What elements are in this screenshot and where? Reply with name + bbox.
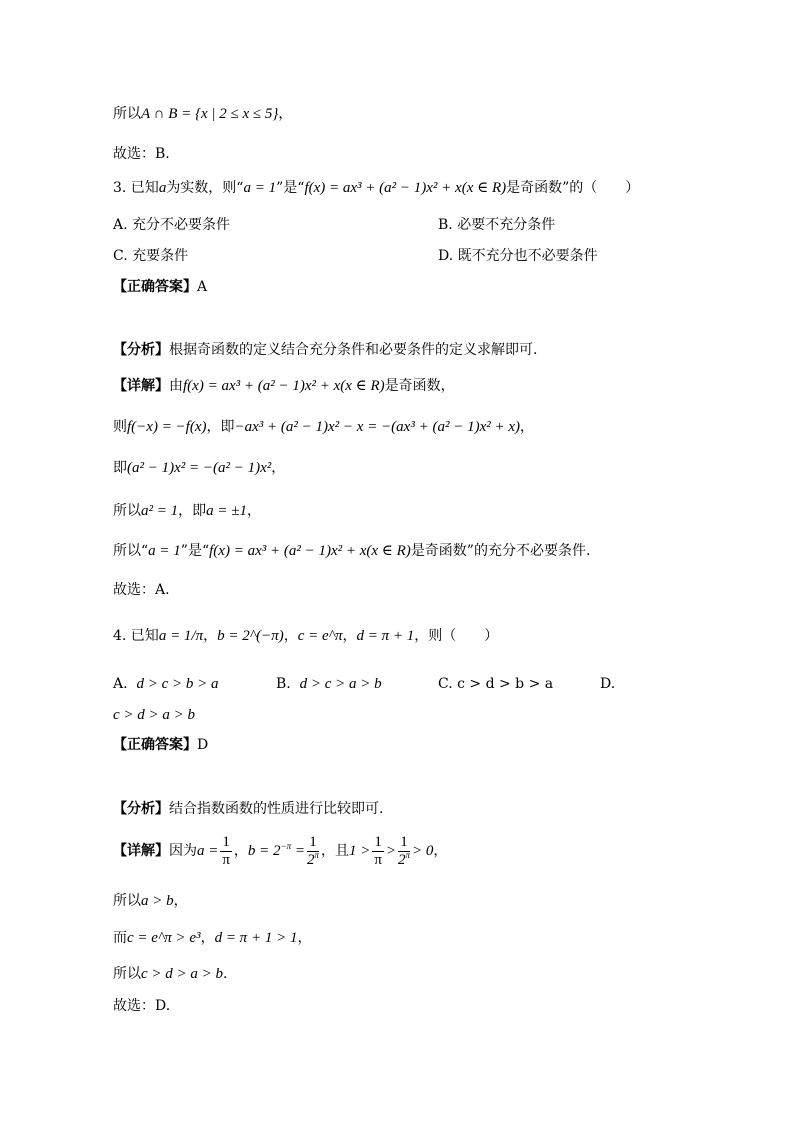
answer-value: A — [197, 279, 208, 295]
q3-stem — [113, 178, 639, 198]
math-c: c = e^π — [297, 628, 343, 644]
text: 为实数，则“ — [166, 180, 244, 196]
math: f(x) = ax³ + (a² − 1)x² + x(x ∈ R) — [183, 378, 385, 394]
math: c > d > a > b — [141, 966, 224, 982]
fraction-1-over-pi: $\frac{1}{\pi}$ — [222, 833, 230, 868]
q3-detail-4 — [113, 501, 261, 521]
math: a = 1 — [148, 543, 181, 559]
text: ， — [297, 930, 312, 946]
text: > — [385, 843, 396, 859]
q4-detail-1 — [113, 832, 447, 870]
text: 所以 — [113, 106, 141, 122]
text: 是奇函数”的（ ） — [506, 180, 640, 196]
math: d > c > a > b — [299, 676, 382, 692]
text: 而 — [113, 930, 127, 946]
math: a² = 1 — [141, 503, 179, 519]
q3-option-a: A. 充分不必要条件 — [113, 217, 231, 233]
fraction-1-over-2pi-2: $\frac{1}{2^\pi}$ — [397, 833, 410, 868]
text: ，则（ ） — [414, 628, 499, 644]
q4-option-b — [276, 674, 382, 694]
text: 所以 — [113, 503, 141, 519]
analysis-tag: 【分析】 — [113, 801, 169, 817]
text: ， — [433, 843, 448, 859]
q4-option-c: C. c > d > b > a — [438, 676, 554, 692]
math-function: f(x) = ax³ + (a² − 1)x² + x(x ∈ R) — [304, 180, 507, 196]
text: 由 — [169, 378, 183, 394]
math: −ax³ + (a² − 1)x² − x = −(ax³ + (a² − 1)x² + x) — [234, 419, 520, 435]
text: 4. 已知 — [113, 628, 159, 644]
text: 3. 已知 — [113, 180, 159, 196]
math-b: b = 2^(−π) — [217, 628, 284, 644]
q3-detail-2 — [113, 417, 534, 437]
math: a = 1 — [243, 180, 277, 196]
q3-detail-3 — [113, 458, 285, 478]
text: . — [223, 966, 228, 982]
math: d = π + 1 > 1 — [214, 930, 298, 946]
option-label: A. — [113, 676, 128, 692]
q4-stem — [113, 626, 498, 646]
text: ， — [278, 106, 293, 122]
q3-choose: 故选：A. — [113, 582, 170, 598]
q3-option-d: D. 既不充分也不必要条件 — [438, 248, 598, 264]
math: a = ±1 — [206, 503, 247, 519]
text: ”是“ — [276, 180, 305, 196]
fraction-1-over-pi-2: $\frac{1}{\pi}$ — [374, 833, 382, 868]
q4-detail-2 — [113, 891, 188, 911]
text: ， — [271, 460, 286, 476]
text: > 0 — [412, 843, 434, 859]
text: ， — [203, 628, 218, 644]
q3-detail-1 — [113, 376, 455, 396]
text: 根据奇函数的定义结合充分条件和必要条件的定义求解即可. — [169, 342, 538, 358]
text: 所以 — [113, 966, 141, 982]
text: 因为 — [169, 843, 197, 859]
answer-value: D — [197, 737, 209, 753]
text: ， — [520, 419, 534, 435]
text: ， — [246, 503, 261, 519]
math-a-eq: a = — [197, 843, 219, 859]
text: 所以“ — [113, 543, 149, 559]
q4-choose: 故选：D. — [113, 998, 171, 1014]
text: ，且 — [320, 843, 349, 859]
math-intersection: A ∩ B = {x | 2 ≤ x ≤ 5} — [141, 106, 279, 122]
math: (a² − 1)x² = −(a² − 1)x² — [127, 460, 272, 476]
math: d > c > b > a — [136, 676, 219, 692]
text: ，即 — [206, 419, 235, 435]
q4-detail-3 — [113, 928, 311, 948]
detail-tag: 【详解】 — [113, 378, 169, 394]
text: 结合指数函数的性质进行比较即可. — [169, 801, 384, 817]
text: ， — [283, 628, 298, 644]
math: f(x) = ax³ + (a² − 1)x² + x(x ∈ R) — [209, 543, 411, 559]
math-ineq: 1 > — [348, 843, 371, 859]
math-d: d = π + 1 — [356, 628, 415, 644]
math-a: a = 1/π — [158, 628, 204, 644]
line-intersection — [113, 104, 292, 124]
q3-option-b: B. 必要不充分条件 — [438, 217, 556, 233]
text: ， — [173, 893, 188, 909]
text: 所以 — [113, 893, 141, 909]
text: 是奇函数”的充分不必要条件. — [410, 543, 591, 559]
math: c > d > a > b — [113, 707, 196, 723]
q4-option-a — [113, 674, 219, 694]
math: f(−x) = −f(x) — [127, 419, 207, 435]
line-choose-b: 故选：B. — [113, 146, 170, 162]
analysis-tag: 【分析】 — [113, 342, 169, 358]
q3-answer — [113, 277, 207, 297]
q4-option-d — [113, 705, 195, 725]
detail-tag: 【详解】 — [113, 843, 169, 859]
q3-analysis — [113, 340, 537, 360]
q4-option-d-label: D. — [600, 676, 616, 692]
math: a > b — [141, 893, 174, 909]
text: 是奇函数， — [384, 378, 455, 394]
text: ， — [342, 628, 357, 644]
option-label: B. — [276, 676, 291, 692]
q4-analysis — [113, 799, 383, 819]
q4-detail-4 — [113, 964, 227, 984]
q3-detail-5 — [113, 541, 590, 561]
text: 即 — [113, 460, 127, 476]
math: c = e^π > e³ — [127, 930, 201, 946]
answer-tag: 【正确答案】 — [113, 737, 197, 753]
q3-option-c: C. 充要条件 — [113, 248, 189, 264]
math: a — [158, 180, 167, 196]
q4-answer — [113, 735, 208, 755]
text: ，即 — [178, 503, 207, 519]
answer-tag: 【正确答案】 — [113, 279, 197, 295]
text: 则 — [113, 419, 127, 435]
text: ， — [233, 843, 248, 859]
fraction-1-over-2pi: $\frac{1}{2^\pi}$ — [306, 833, 319, 868]
text: ， — [200, 930, 215, 946]
math-b-eq: $b = 2^{-\pi}$ = — [247, 841, 305, 859]
text: ”是“ — [180, 543, 210, 559]
